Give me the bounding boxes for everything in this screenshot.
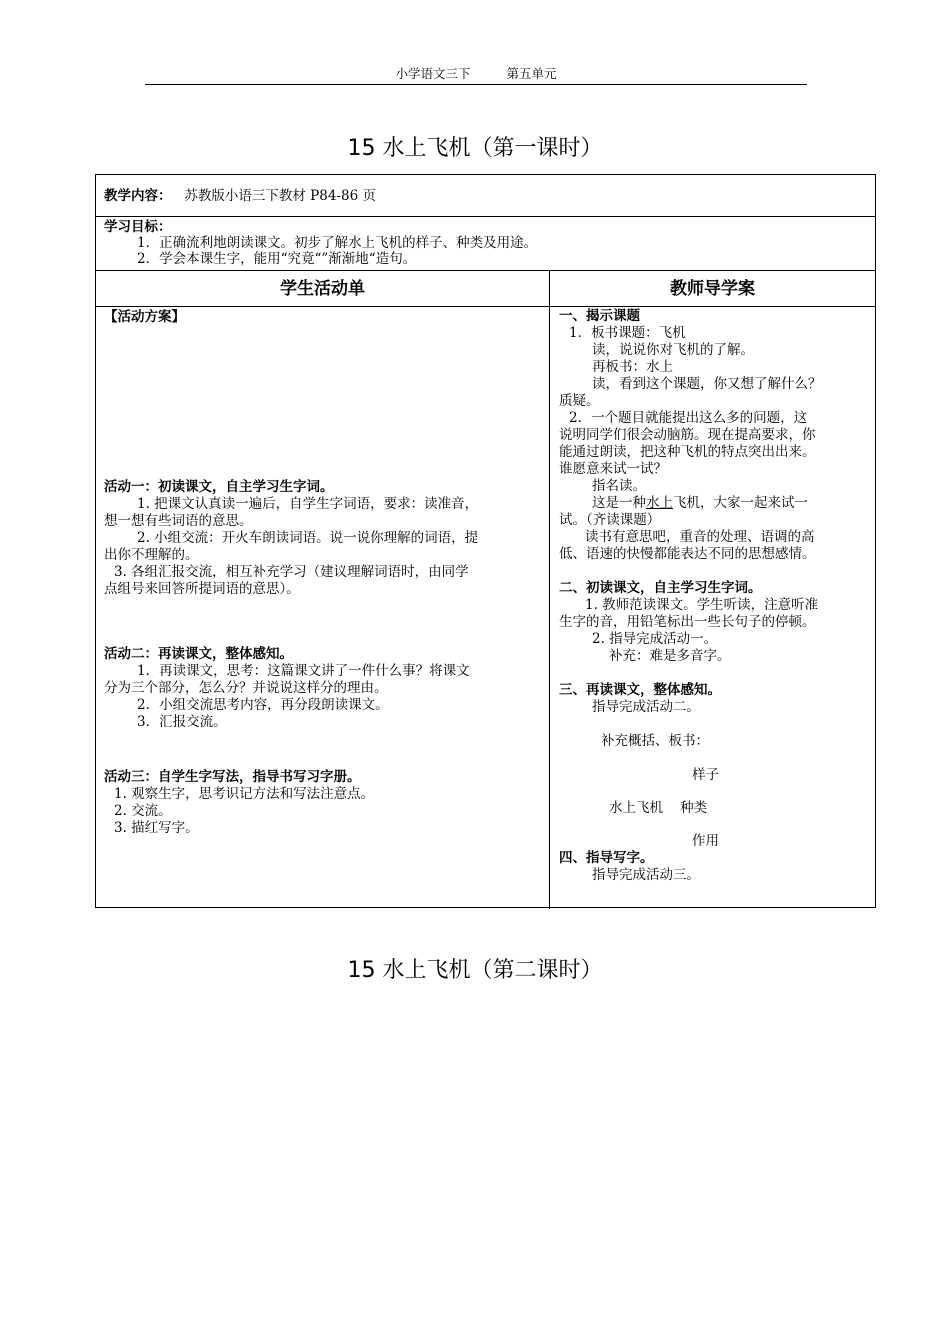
- guide-text: 生字的音，用铅笔标出一些长句子的停顿。: [559, 614, 816, 630]
- teacher-column-header: 教师导学案: [670, 279, 755, 299]
- guide-text: 试。（齐读课题）: [559, 512, 661, 528]
- activity-1-title: 活动一：初读课文，自主学习生字词。: [104, 479, 334, 495]
- activity-text: 1．再读课文，思考：这篇课文讲了一件什么事？将课文: [137, 663, 470, 679]
- content-label: 教学内容：: [104, 188, 172, 204]
- activity-text: 分为三个部分，怎么分？并说说这样分的理由。: [104, 680, 388, 696]
- guide-text-part: 这是一种: [592, 495, 646, 511]
- guide-text-part: 飞机，大家一起来试一: [673, 495, 808, 511]
- board-item: 种类: [680, 800, 708, 816]
- activity-text: 1. 观察生字，思考识记方法和写法注意点。: [114, 786, 375, 802]
- guide-text: 2．一个题目就能提出这么多的问题，这: [569, 410, 808, 426]
- header-unit: 第五单元: [506, 66, 557, 81]
- guide-text: 指导完成活动二。: [592, 699, 700, 715]
- section-2-title: 二、初读课文，自主学习生字词。: [559, 580, 762, 596]
- board-item: 作用: [692, 833, 719, 849]
- content-row: [96, 175, 875, 217]
- activity-text: 想一想有些词语的意思。: [104, 513, 253, 529]
- section-3-title: 三、再读课文，整体感知。: [559, 682, 721, 698]
- student-column-header: 学生活动单: [280, 279, 365, 299]
- activity-3-title: 活动三：自学生字写法，指导书写习字册。: [104, 769, 361, 785]
- guide-text: 2. 指导完成活动一。: [592, 631, 718, 647]
- activity-text: 2．小组交流思考内容，再分段朗读课文。: [137, 697, 389, 713]
- activity-2-title: 活动二：再读课文，整体感知。: [104, 646, 293, 662]
- student-activities: [104, 307, 541, 837]
- guide-text: 说明同学们很会动脑筋。现在提高要求，你: [559, 427, 816, 443]
- guide-text: 读书有意思吧，重音的处理、语调的高: [585, 529, 815, 545]
- column-header-row: [96, 271, 875, 307]
- goals-label: 学习目标：: [104, 219, 172, 235]
- lesson-title-first: 15 水上飞机（第一课时）: [347, 136, 603, 161]
- guide-text-underlined: 水上: [646, 495, 673, 511]
- plan-label: 【活动方案】: [104, 309, 185, 325]
- board-row: [559, 800, 871, 817]
- activity-text: 2. 小组交流：开火车朗读词语。说一说你理解的词语，提: [137, 530, 479, 546]
- header-course: 小学语文三下: [395, 66, 471, 81]
- guide-text: 补充概括、板书：: [601, 733, 709, 749]
- section-4-title: 四、指导写字。: [559, 850, 654, 866]
- guide-text: [559, 495, 871, 512]
- section-1-title: 一、揭示课题: [559, 308, 640, 324]
- activity-text: 3. 描红写字。: [114, 820, 199, 836]
- page-header: [145, 66, 807, 85]
- goals-row: [96, 217, 875, 271]
- goal-item: 1．正确流利地朗读课文。初步了解水上飞机的样子、种类及用途。: [137, 235, 538, 251]
- board-main: 水上飞机: [609, 800, 663, 816]
- guide-text: 低、语速的快慢都能表达不同的思想感情。: [559, 546, 816, 562]
- column-divider: [549, 271, 550, 909]
- guide-text: 1. 教师范读课文。学生听读，注意听准: [585, 597, 819, 613]
- guide-text: 读，说说你对飞机的了解。: [592, 342, 754, 358]
- activity-text: 出你不理解的。: [104, 547, 199, 563]
- guide-text: 质疑。: [559, 393, 600, 409]
- guide-text: 再板书：水上: [592, 359, 673, 375]
- activity-text: 3. 各组汇报交流，相互补充学习（建议理解词语时，由同学: [114, 564, 469, 580]
- guide-text: 谁愿意来试一试？: [559, 461, 667, 477]
- guide-text: 指名读。: [592, 478, 646, 494]
- activity-text: 3．汇报交流。: [137, 714, 227, 730]
- guide-text: 读，看到这个课题，你又想了解什么？: [592, 376, 822, 392]
- activity-text: 1. 把课文认真读一遍后，自学生字词语，要求：读准音，: [137, 496, 479, 512]
- goal-item: 2．学会本课生字，能用“究竟“”渐渐地“造句。: [137, 251, 417, 267]
- guide-text: 1．板书课题：飞机: [569, 325, 686, 341]
- guide-text: 能通过朗读，把这种飞机的特点突出出来。: [559, 444, 816, 460]
- activity-text: 2. 交流。: [114, 803, 172, 819]
- lesson-plan-table: [95, 174, 876, 908]
- content-value: 苏教版小语三下教材 P84-86 页: [184, 188, 376, 204]
- guide-text: 指导完成活动三。: [592, 867, 700, 883]
- teacher-guide: [559, 307, 871, 884]
- lesson-title-second: 15 水上飞机（第二课时）: [347, 958, 603, 983]
- activity-text: 点组号来回答所提词语的意思）。: [104, 581, 300, 597]
- board-item: 样子: [692, 767, 719, 783]
- guide-text: 补充：难是多音字。: [609, 648, 731, 664]
